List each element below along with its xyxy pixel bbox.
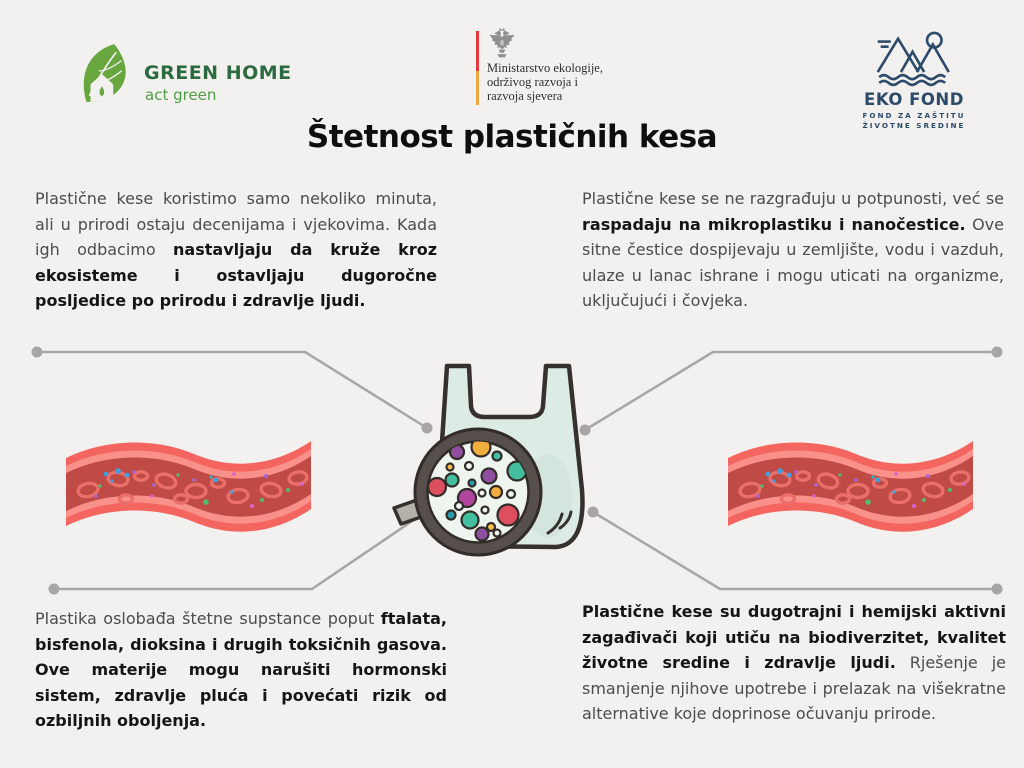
paragraph-top-left: Plastične kese koristimo samo nekoliko minuta, ali u prirodi ostaju decenijama i vjekovima. Kada igh odbacimo nastavljaju da kruže kroz ekosisteme i ostavljaju dugoročne posljedice po prirodu i zdravlje ljudi. bbox=[35, 189, 438, 310]
connector-top-left bbox=[37, 352, 427, 428]
paragraph-bottom-left: Plastika oslobađa štetne supstance poput ftalata, bisfenola, dioksina i drugih toksičnih gasova. Ove materije mogu narušiti hormonski sistem, zdravlje pluća i povećati rizik od ozbiljnih oboljenja. bbox=[35, 609, 447, 730]
blood-vessel-left-icon bbox=[66, 441, 311, 532]
connector-top-right bbox=[585, 352, 997, 430]
ministry-name-line1: Ministarstvo ekologije, bbox=[487, 61, 603, 75]
eko-fond-tagline-2: ŽIVOTNE SREDINE bbox=[862, 121, 966, 130]
green-home-name: GREEN HOME bbox=[144, 62, 292, 84]
plastic-bag-microplastics-magnifier-icon bbox=[394, 366, 582, 555]
ministry-name-line3: razvoja sjevera bbox=[487, 88, 563, 103]
eko-fond-name: EKO FOND bbox=[864, 90, 964, 109]
eko-fond-tagline-1: FOND ZA ZAŠTITU bbox=[862, 111, 966, 120]
ministry-name-line2: održivog razvoja i bbox=[487, 74, 578, 89]
paragraph-top-right: Plastične kese se ne razgrađuju u potpunosti, već se raspadaju na mikroplastiku i nanočestice. Ove sitne čestice dospijevaju u zemljište, vodu i vazduh, ulaze u lanac ishrane i mogu uticati na organizme, uključujući i čovjeka. bbox=[582, 189, 1004, 310]
blood-vessel-right-icon bbox=[728, 441, 973, 532]
paragraph-bottom-right: Plastične kese su dugotrajni i hemijski aktivni zagađivači koji utiču na biodiverzitet, kvalitet životne sredine i zdravlje ljudi. Rješenje je smanjenje njihove upotrebe i prelazak na višekratne alternative koje doprinose očuvanju prirode. bbox=[582, 602, 1006, 723]
green-home-tagline: act green bbox=[145, 86, 217, 104]
page-title: Štetnost plastičnih kesa bbox=[306, 119, 718, 155]
